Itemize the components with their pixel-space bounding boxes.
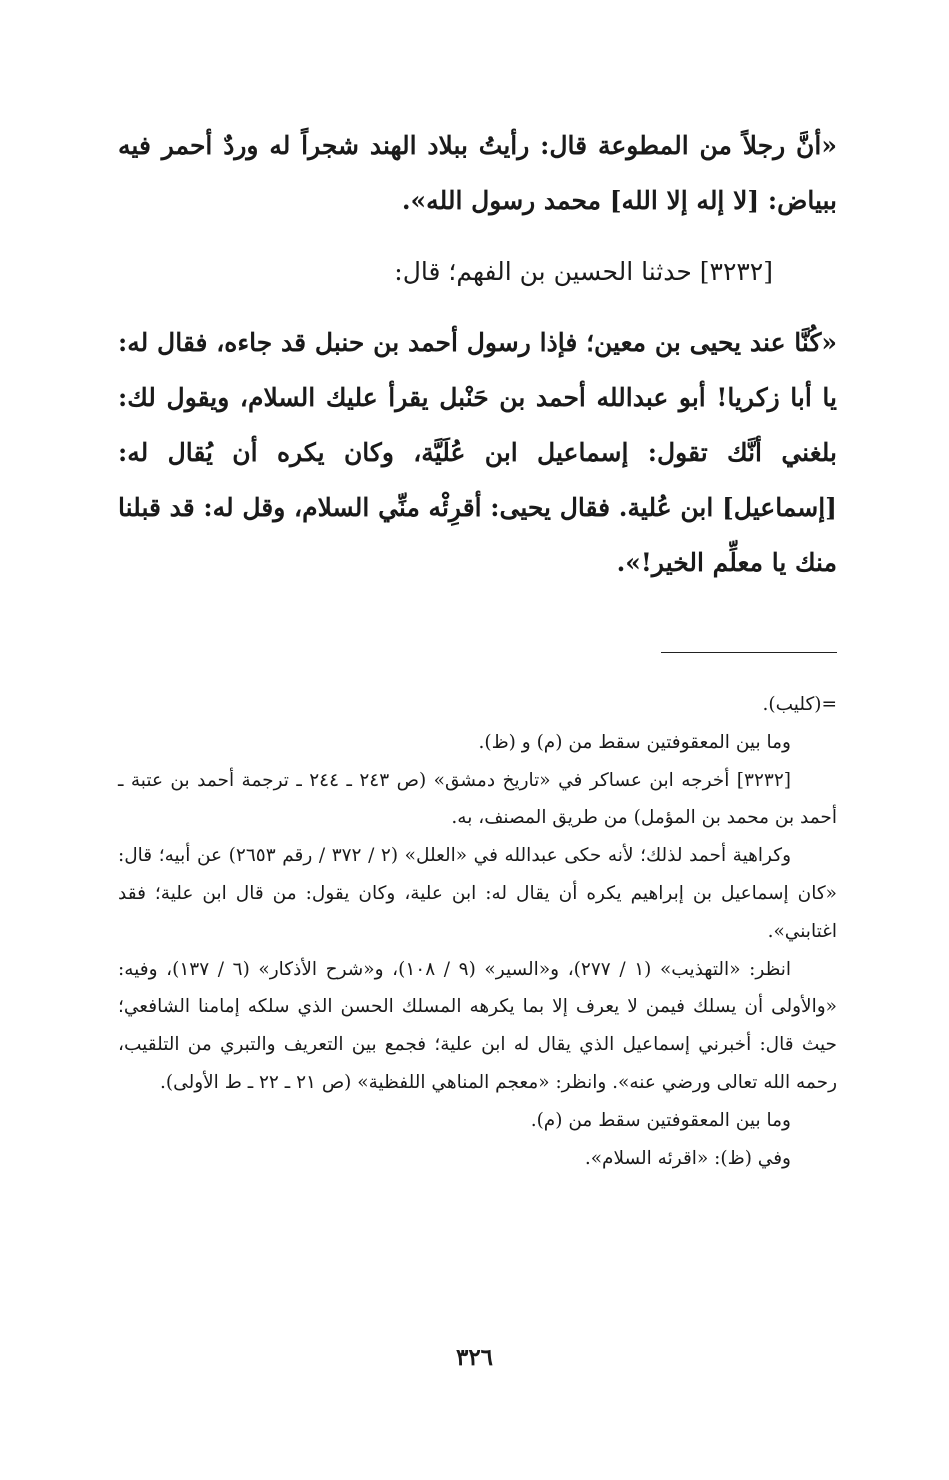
quote-paragraph-2: «كُنَّا عند يحيى بن معين؛ فإذا رسول أحمد بن حنبل قد جاءه، فقال له: يا أبا زكريا! أبو عبدالله أحمد بن حَنْبل يقرأ عليك السلام، ويقول لك: بلغني أنَّك تقول: إسماعيل ابن عُلَيَّة، وكان يكره أن يُقال له: [إسماعيل] ابن عُلية. فقال يحيى: أقرِئْه منِّي السلام، وقل له: قد قبلنا منك يا معلِّم الخير!». (118, 328, 837, 577)
footnote-continuation: =(كليب). (762, 694, 837, 715)
main-text (118, 118, 837, 590)
footnote-item: وفي (ظ): «اقرئه السلام». (584, 1147, 791, 1169)
footnote-separator (661, 652, 837, 653)
footnote-item: [٣٢٣٢] أخرجه ابن عساكر في «تاريخ دمشق» (ص ٢٤٣ ـ ٢٤٤ ـ ترجمة أحمد بن عتبة ـ أحمد بن محمد بن المؤمل) من طريق المصنف، به. (118, 769, 837, 829)
quote-paragraph-1: «أنَّ رجلاً من المطوعة قال: رأيتُ ببلاد الهند شجراً له وردٌ أحمر فيه ببياض: [لا إله إلا الله] محمد رسول الله». (118, 131, 837, 215)
paragraph-gap (118, 299, 837, 315)
paragraph-gap (118, 228, 837, 244)
footnote-item: وما بين المعقوفتين سقط من (م) و (ظ). (478, 731, 791, 753)
footnote-item: وما بين المعقوفتين سقط من (م). (530, 1109, 791, 1131)
page-number: ٣٢٦ (455, 1344, 494, 1371)
narration-line: [٣٢٣٢] حدثنا الحسين بن الفهم؛ قال: (394, 257, 773, 286)
footnote-item: انظر: «التهذيب» (١ / ٢٧٧)، و«السير» (٩ / ١٠٨)، و«شرح الأذكار» (٦ / ١٣٧)، وفيه: «والأولى أن يسلك فيمن لا يعرف إلا بما يكرهه المسلك الحسن الذي سلكه إمامنا الشافعي؛ حيث قال: أخبرني إسماعيل الذي يقال له ابن علية؛ فجمع بين التعريف والتبري من التلقيب، رحمه الله تعالى ورضي عنه». وانظر: «معجم المناهي اللفظية» (ص ٢١ ـ ٢٢ ـ ط الأولى). (118, 958, 837, 1093)
footnote-item: وكراهية أحمد لذلك؛ لأنه حكى عبدالله في «العلل» (٢ / ٣٧٢ / رقم ٢٦٥٣) عن أبيه؛ قال: «كان إسماعيل بن إبراهيم يكره أن يقال له: ابن علية، وكان يقول: من قال ابن علية؛ فقد اغتابني». (118, 845, 837, 942)
footnotes (118, 686, 837, 1177)
